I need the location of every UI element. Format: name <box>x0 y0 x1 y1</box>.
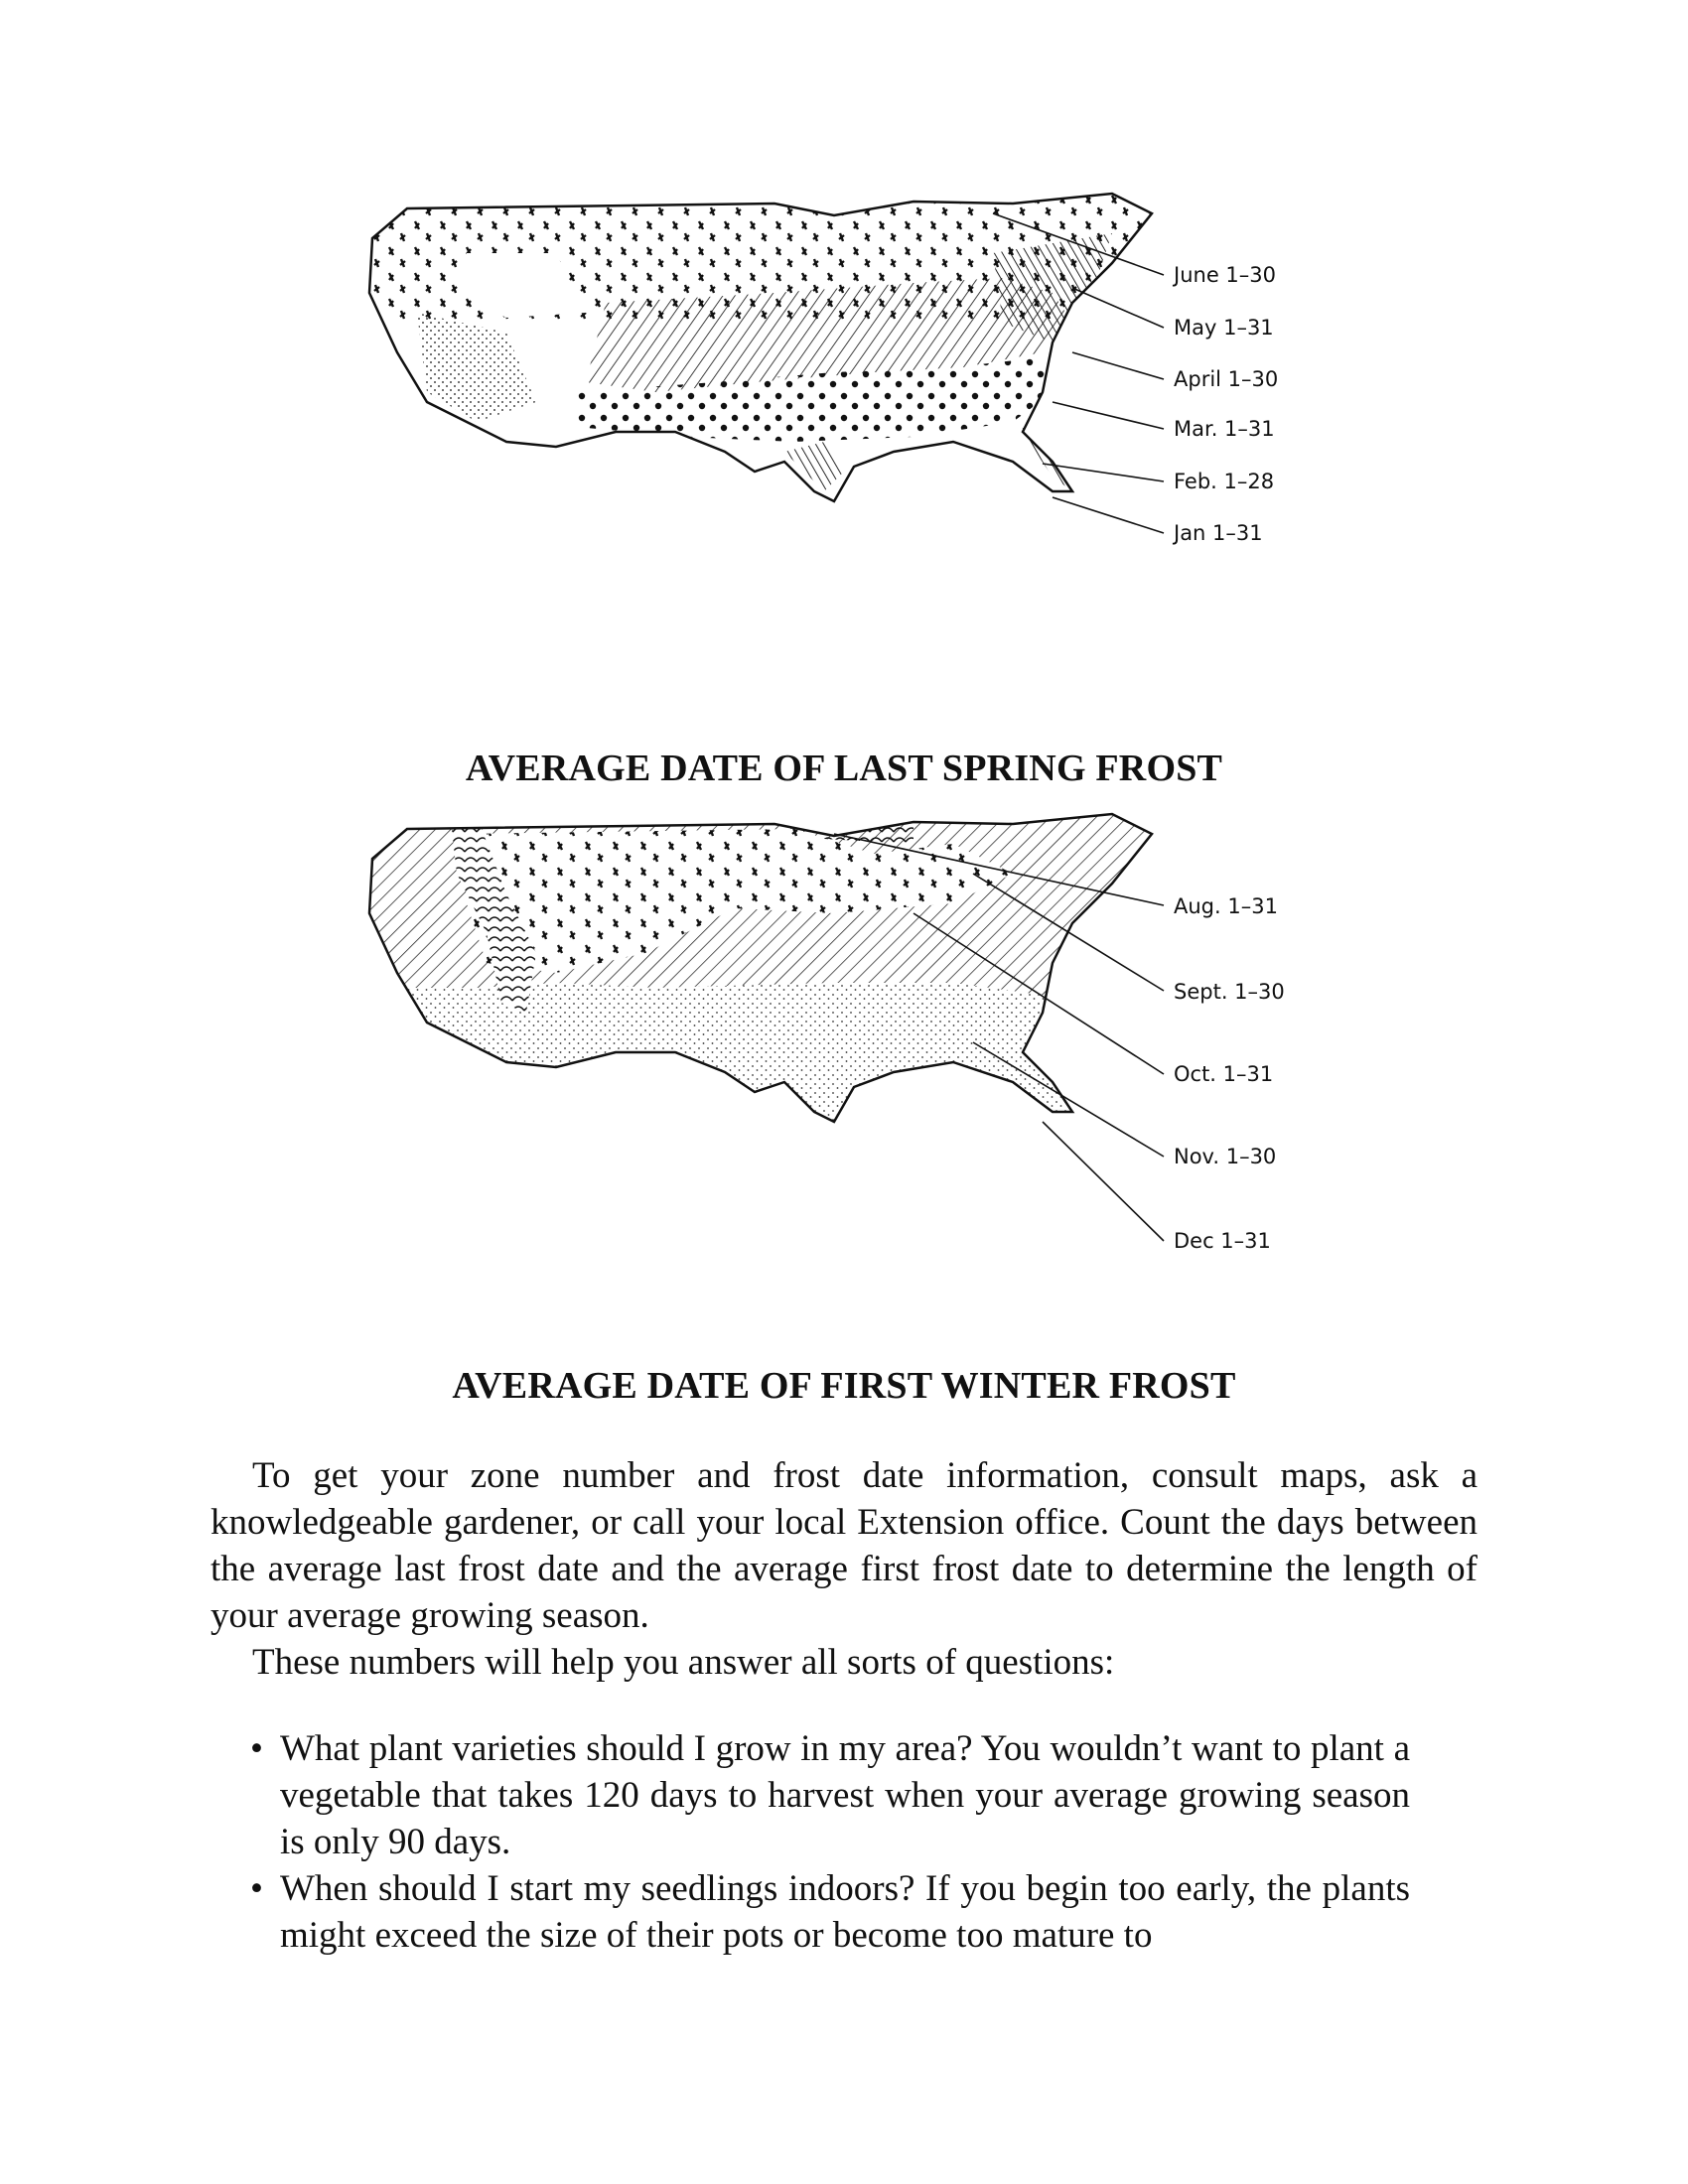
list-item-text: When should I start my seedlings indoors? If you begin too early, the plants might exceed the size of their pots or become too mature to <box>280 1868 1410 1956</box>
spring-frost-map <box>357 194 1311 695</box>
list-item <box>250 1725 1410 1865</box>
list-item <box>250 1865 1410 1959</box>
spring-legend-january: Jan 1–31 <box>1174 521 1263 545</box>
winter-frost-caption: AVERAGE DATE OF FIRST WINTER FROST <box>452 1365 1236 1407</box>
winter-frost-map <box>357 814 1311 1320</box>
question-list <box>250 1725 1410 1959</box>
list-item-text: What plant varieties should I grow in my area? You wouldn’t want to plant a vegetable that takes 120 days to harvest when your average growing season is only 90 days. <box>280 1728 1410 1862</box>
spring-legend-may: May 1–31 <box>1174 316 1274 340</box>
body-text <box>211 1452 1477 1686</box>
winter-legend-october: Oct. 1–31 <box>1174 1062 1274 1086</box>
winter-frost-map-svg <box>357 814 1311 1320</box>
spring-legend-february: Feb. 1–28 <box>1174 470 1275 493</box>
winter-legend-november: Nov. 1–30 <box>1174 1145 1277 1168</box>
winter-legend-december: Dec 1–31 <box>1174 1229 1271 1253</box>
winter-legend-september: Sept. 1–30 <box>1174 980 1285 1004</box>
spring-frost-caption: AVERAGE DATE OF LAST SPRING FROST <box>465 748 1223 789</box>
bullet-symbol: • <box>250 1728 263 1769</box>
spring-legend-april: April 1–30 <box>1174 367 1279 391</box>
spring-frost-map-svg <box>357 194 1311 695</box>
spring-legend-june: June 1–30 <box>1174 263 1276 287</box>
paragraph-questions-intro: These numbers will help you answer all sorts of questions: <box>252 1642 1115 1683</box>
bullet-symbol: • <box>250 1868 263 1909</box>
winter-legend-august: Aug. 1–31 <box>1174 894 1278 918</box>
paragraph-growing-season: To get your zone number and frost date information, consult maps, ask a knowledgeable gardener, or call your local Extension office. Count the days between the average last frost date and the average first frost date to determine the length of your average growing season. <box>211 1455 1477 1636</box>
spring-legend-march: Mar. 1–31 <box>1174 417 1275 441</box>
